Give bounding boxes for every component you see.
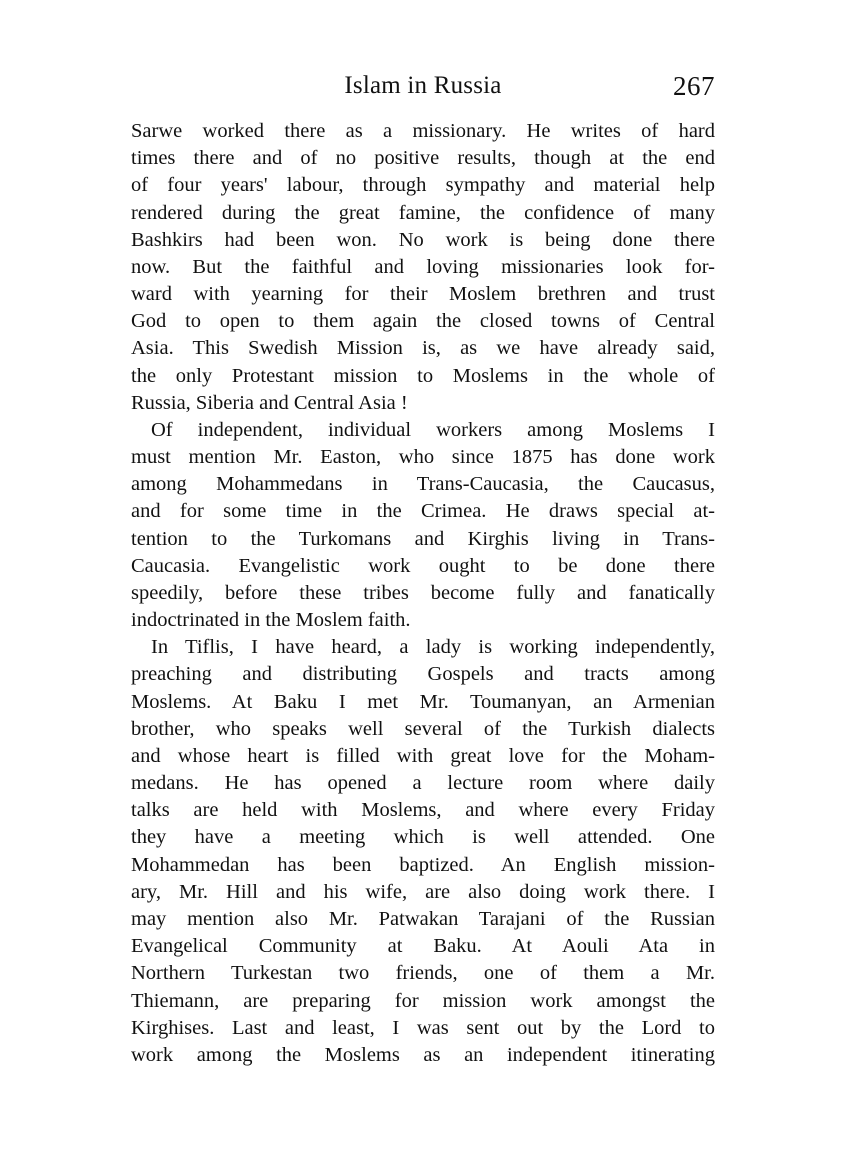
text-line: and for some time in the Crimea. He draws special at- (131, 500, 715, 523)
body-text (131, 118, 715, 1069)
text-line: rendered during the great famine, the confidence of many (131, 201, 715, 224)
text-line: times there and of no positive results, though at the end (131, 147, 715, 170)
text-line: tention to the Turkomans and Kirghis living in Trans- (131, 527, 715, 550)
text-line: Of independent, individual workers among Moslems I (151, 418, 715, 441)
text-line: Thiemann, are preparing for mission work amongst the (131, 989, 715, 1012)
text-line: Northern Turkestan two friends, one of them a Mr. (131, 962, 715, 985)
text-line: now. But the faithful and loving missionaries look for- (131, 255, 715, 278)
text-line: God to open to them again the closed towns of Central (131, 310, 715, 333)
text-line: among Mohammedans in Trans-Caucasia, the Caucasus, (131, 473, 715, 496)
text-line: talks are held with Moslems, and where every Friday (131, 799, 715, 822)
text-line: Mohammedan has been baptized. An English mission- (131, 853, 715, 876)
text-line: Kirghises. Last and least, I was sent out by the Lord to (131, 1016, 715, 1039)
text-line: Evangelical Community at Baku. At Aouli Ata in (131, 935, 715, 958)
text-line: Asia. This Swedish Mission is, as we have already said, (131, 337, 715, 360)
text-line: they have a meeting which is well attended. One (131, 826, 715, 849)
text-line: work among the Moslems as an independent itinerating (131, 1043, 715, 1066)
text-line: the only Protestant mission to Moslems in the whole of (131, 364, 715, 387)
text-line: indoctrinated in the Moslem faith. (131, 609, 411, 632)
text-line: Sarwe worked there as a missionary. He writes of hard (131, 120, 715, 142)
text-line: Russia, Siberia and Central Asia ! (131, 391, 408, 414)
text-line: may mention also Mr. Patwakan Tarajani of the Russian (131, 907, 715, 930)
text-line: Bashkirs had been won. No work is being done there (131, 228, 715, 251)
page-number: 267 (673, 71, 715, 101)
text-line: ary, Mr. Hill and his wife, are also doing work there. I (131, 880, 715, 903)
text-line: Caucasia. Evangelistic work ought to be done there (131, 554, 715, 577)
text-line: Moslems. At Baku I met Mr. Toumanyan, an Armenian (131, 690, 715, 713)
text-line: speedily, before these tribes become fully and fanatically (131, 581, 715, 604)
running-title: Islam in Russia (344, 72, 502, 99)
text-line: brother, who speaks well several of the Turkish dialects (131, 717, 715, 740)
text-line: must mention Mr. Easton, who since 1875 has done work (131, 446, 715, 469)
text-line: ward with yearning for their Moslem brethren and trust (131, 283, 715, 306)
text-line: of four years' labour, through sympathy and material help (131, 174, 715, 197)
running-head (131, 68, 715, 104)
text-line: medans. He has opened a lecture room where daily (131, 772, 715, 795)
text-line: and whose heart is filled with great love for the Moham- (131, 744, 715, 767)
text-line: In Tiflis, I have heard, a lady is working independently, (151, 636, 715, 659)
text-line: preaching and distributing Gospels and tracts among (131, 663, 715, 686)
